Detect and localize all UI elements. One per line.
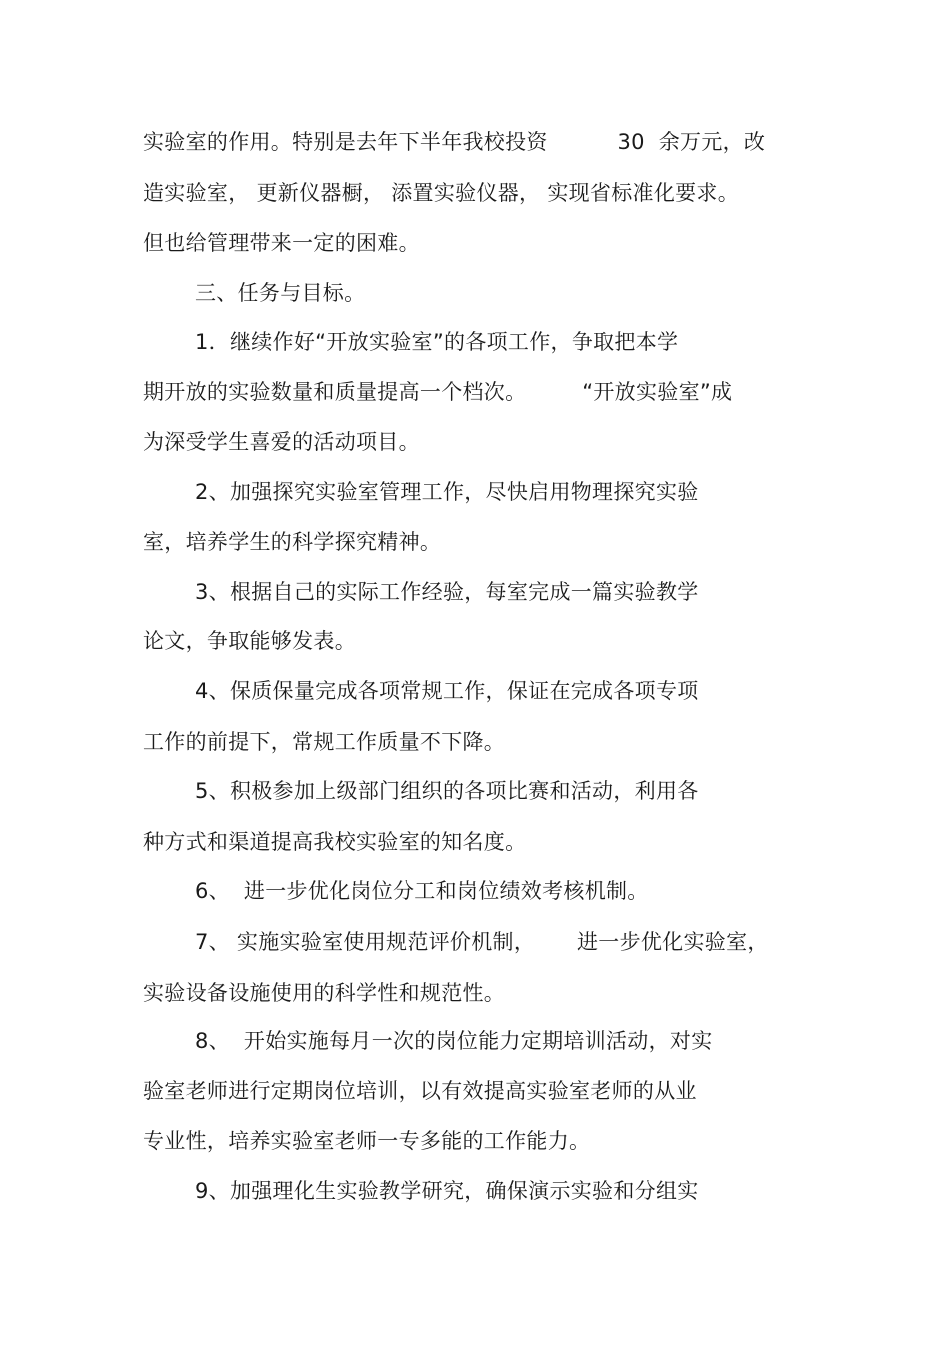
text-line-2: 造实验室， 更新仪器橱， 添置实验仪器， 实现省标准化要求。 xyxy=(143,181,740,205)
text-line-1: 实验室的作用。特别是去年下半年我校投资 30 余万元，改 xyxy=(143,130,766,154)
text-line-21: 专业性，培养实验室老师一专多能的工作能力。 xyxy=(143,1129,591,1153)
text-line-15: 种方式和渠道提高我校实验室的知名度。 xyxy=(143,830,527,854)
text-line-3: 但也给管理带来一定的困难。 xyxy=(143,231,420,255)
text-line-5: 1．继续作好“开放实验室”的各项工作，争取把本学 xyxy=(195,330,679,354)
text-line-13: 工作的前提下，常规工作质量不下降。 xyxy=(143,730,506,754)
text-line-10: 3、根据自己的实际工作经验，每室完成一篇实验教学 xyxy=(195,580,699,604)
text-line-14: 5、积极参加上级部门组织的各项比赛和活动，利用各 xyxy=(195,779,699,803)
text-line-11: 论文，争取能够发表。 xyxy=(143,629,356,653)
text-line-12: 4、保质保量完成各项常规工作，保证在完成各项专项 xyxy=(195,679,699,703)
text-line-18: 实验设备设施使用的科学性和规范性。 xyxy=(143,981,506,1005)
text-line-7: 为深受学生喜爱的活动项目。 xyxy=(143,430,420,454)
text-line-19: 8、 开始实施每月一次的岗位能力定期培训活动，对实 xyxy=(195,1029,713,1053)
text-line-17: 7、 实施实验室使用规范评价机制， 进一步优化实验室， xyxy=(195,930,769,954)
text-line-8: 2、加强探究实验室管理工作，尽快启用物理探究实验 xyxy=(195,480,699,504)
text-line-9: 室，培养学生的科学探究精神。 xyxy=(143,530,442,554)
text-line-6: 期开放的实验数量和质量提高一个档次。 “开放实验室”成 xyxy=(143,380,733,404)
text-line-16: 6、 进一步优化岗位分工和岗位绩效考核机制。 xyxy=(195,879,649,903)
text-line-20: 验室老师进行定期岗位培训，以有效提高实验室老师的从业 xyxy=(143,1079,697,1103)
section-heading: 三、任务与目标。 xyxy=(195,281,366,305)
text-line-22: 9、加强理化生实验教学研究，确保演示实验和分组实 xyxy=(195,1179,699,1203)
